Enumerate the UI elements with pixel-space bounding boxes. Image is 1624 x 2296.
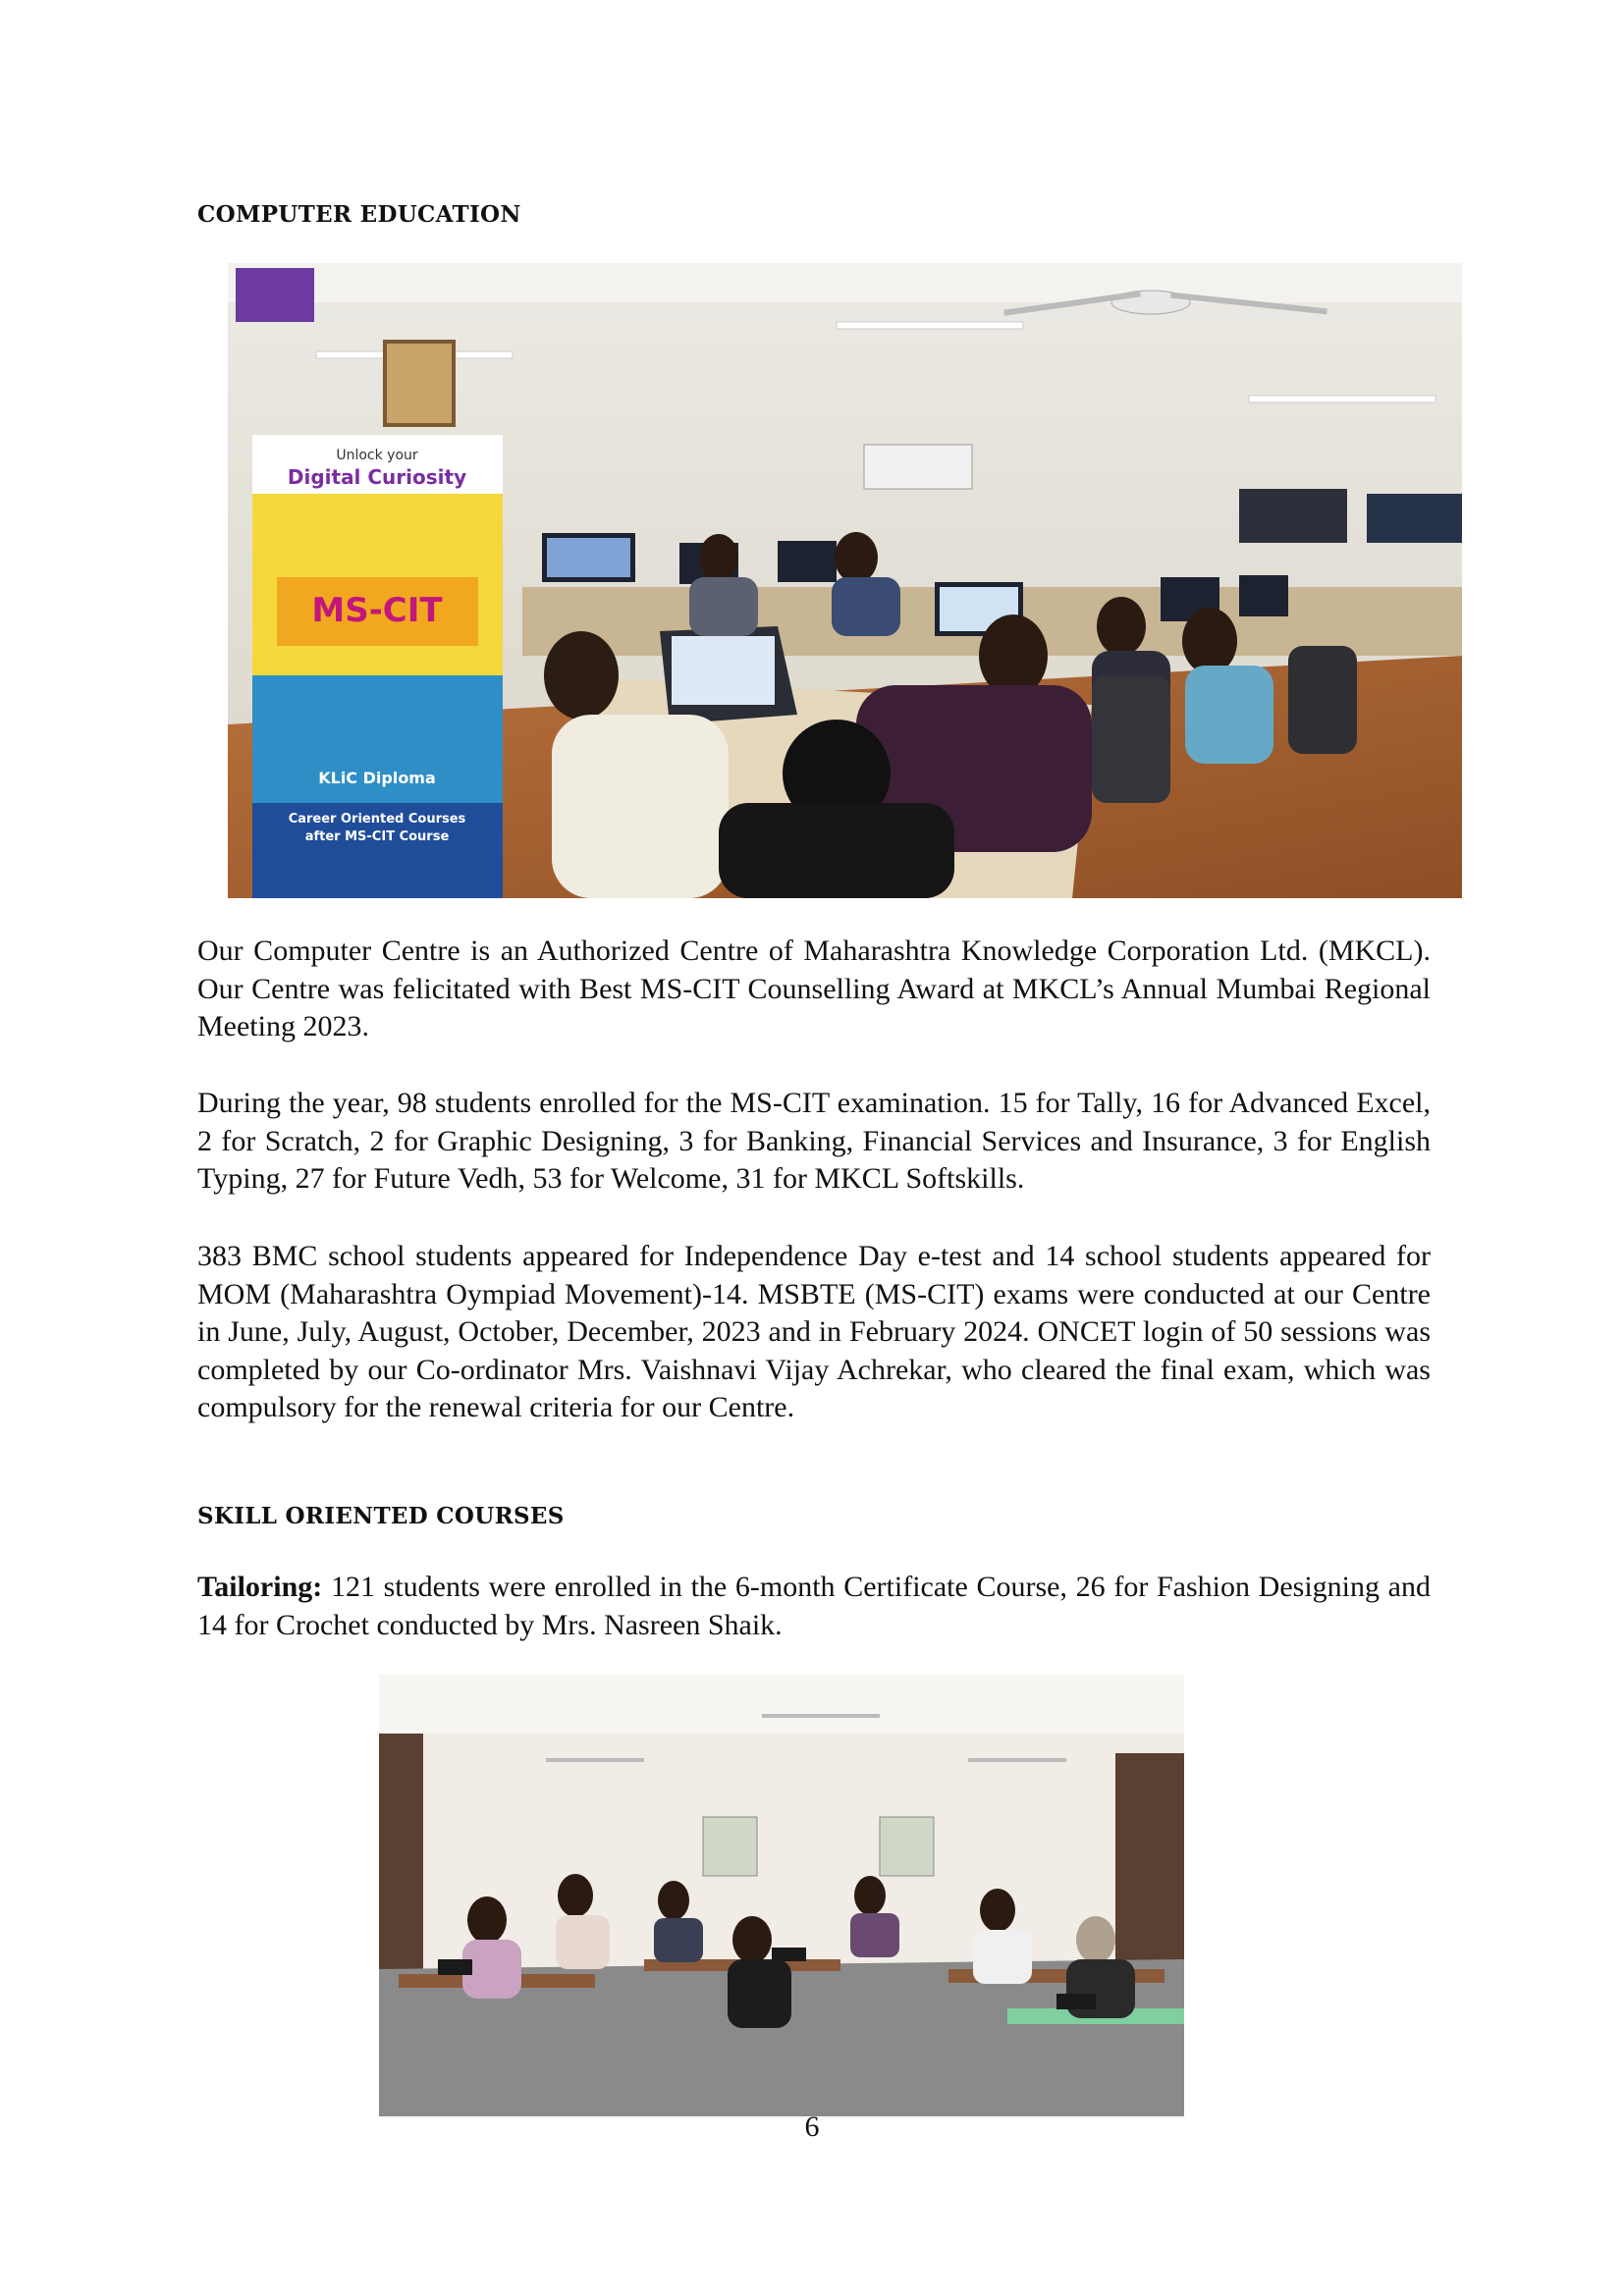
tailoring-class-photo — [379, 1675, 1184, 2116]
tailoring-text: 121 students were enrolled in the 6-month Certificate Course, 26 for Fashion Designing and 14 for Crochet conducted by Mrs. Nasreen Shaik. — [197, 1571, 1431, 1641]
banner-text-unlock: Unlock your — [336, 448, 418, 463]
banner-text-digital-curiosity: Digital Curiosity — [287, 465, 467, 489]
section-heading-computer-education: COMPUTER EDUCATION — [197, 201, 521, 228]
banner-text-mscit: MS-CIT — [311, 591, 443, 630]
paragraph-enrollments: During the year, 98 students enrolled for the MS-CIT examination. 15 for Tally, 16 for Advanced Excel, 2 for Scratch, 2 for Graphic Designing, 3 for Banking, Financial Services and Insurance, 3 for English Typing, 27 for Future Vedh, 53 for Welcome, 31 for MKCL Softskills. — [197, 1087, 1431, 1195]
banner-text-after: after MS-CIT Course — [304, 829, 450, 844]
banner-text-career: Career Oriented Courses — [288, 812, 466, 827]
paragraph-mkcl-centre: Our Computer Centre is an Authorized Centre of Maharashtra Knowledge Corporation Ltd. (MKCL). Our Centre was felicitated with Best MS-CIT Counselling Award at MKCL’s Annual Mumbai Regional Meeting 2023. — [197, 934, 1431, 1042]
paragraph-exams: 383 BMC school students appeared for Independence Day e-test and 14 school students appeared for MOM (Maharashtra Oympiad Movement)-14. MSBTE (MS-CIT) exams were conducted at our Centre in June, July, August, October, December, 2023 and in February 2024. ONCET login of 50 sessions was completed by our Co-ordinator Mrs. Vaishnavi Vijay Achrekar, who cleared the final exam, which was compulsory for the renewal criteria for our Centre. — [197, 1240, 1431, 1423]
section-heading-skill-oriented: SKILL ORIENTED COURSES — [197, 1503, 565, 1529]
banner-text-klic: KLiC Diploma — [318, 769, 436, 787]
paragraph-tailoring — [197, 1569, 1431, 1644]
tailoring-label: Tailoring: — [197, 1571, 323, 1603]
page-number: 6 — [804, 2110, 820, 2143]
computer-lab-photo — [228, 263, 1462, 898]
